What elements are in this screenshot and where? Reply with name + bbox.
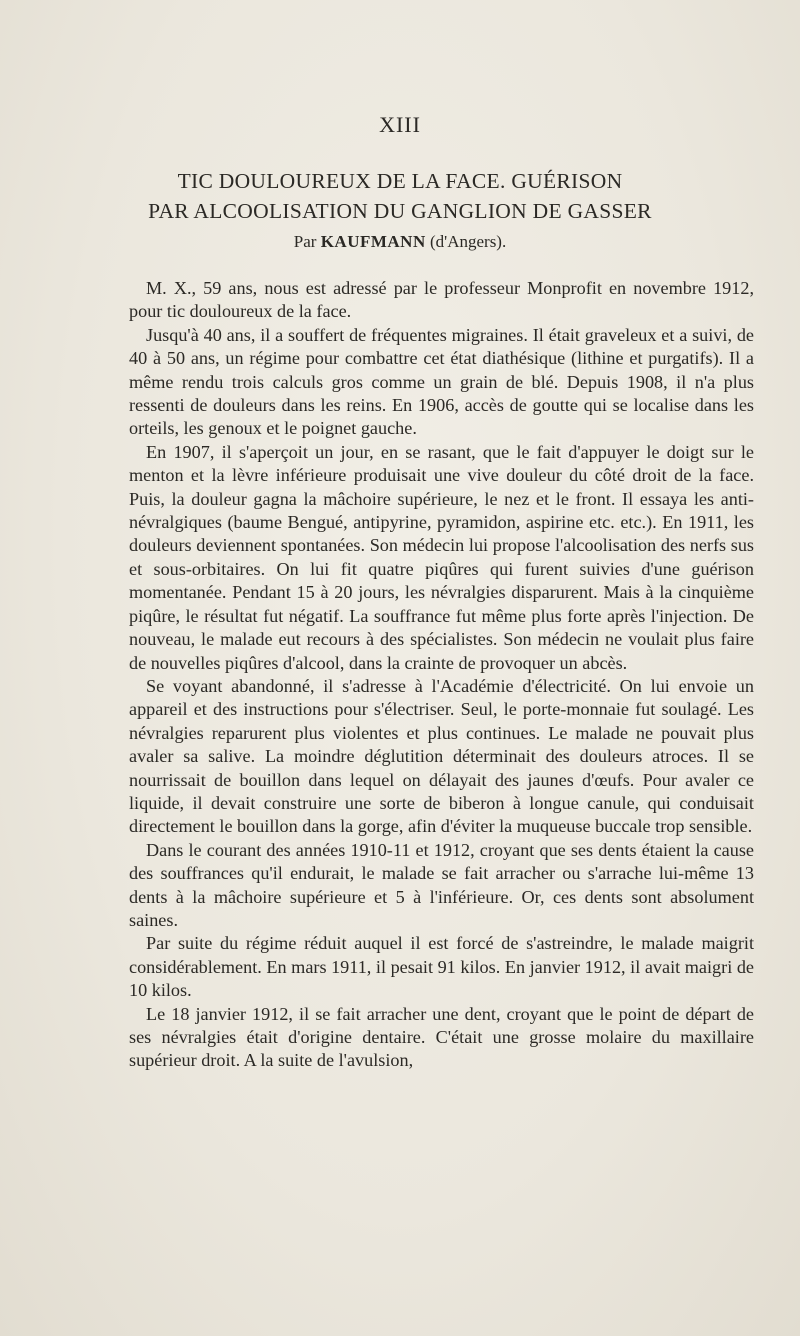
article-title [80,166,720,226]
author-line [0,232,800,252]
paragraph: Dans le courant des années 1910-11 et 1912, croyant que ses dents étaient la cause des souffrances qu'il endurait, le malade se fait arracher ou s'arrache lui-même 13 dents à la mâchoire supérieure et 5 à l'inférieure. Or, ces dents sont absolument saines. [129,839,754,930]
paragraph: Se voyant abandonné, il s'adresse à l'Académie d'électricité. On lui envoie un appareil et des instructions pour s'électriser. Seul, le porte-monnaie fut soulagé. Les névralgies reparurent plus violentes et plus continues. Le malade ne pouvait plus avaler sa salive. La moindre déglutition déterminait des douleurs atroces. Il se nourrissait de bouillon dans lequel on délayait des jaunes d'œufs. Pour avaler ce liquide, il devait construire une sorte de biberon à longue canule, qui conduisait directement le bouillon dans la gorge, afin d'éviter la muqueuse buccale trop sensible. [129,675,754,837]
title-line-1: TIC DOULOUREUX DE LA FACE. GUÉRISON [177,169,623,193]
author-place: (d'Angers). [429,232,507,251]
paragraph: Le 18 janvier 1912, il se fait arracher une dent, croyant que le point de départ de ses névralgies était d'origine dentaire. C'était une grosse molaire du maxillaire supérieur droit. A la suite de l'avulsion, [129,1003,754,1071]
paragraph: Jusqu'à 40 ans, il a souffert de fréquentes migraines. Il était graveleux et a suivi, de 40 à 50 ans, un régime pour combattre cet état diathésique (lithine et purgatifs). Il a même rendu trois calculs gros comme un grain de blé. Depuis 1908, il n'a plus ressenti de douleurs dans les reins. En 1906, accès de goutte qui se localise dans les orteils, les genoux et le poignet gauche. [129,324,754,439]
paragraph: M. X., 59 ans, nous est adressé par le professeur Monprofit en novembre 1912, pour tic douloureux de la face. [129,278,754,322]
author-name: KAUFMANN [320,232,426,251]
paragraph: Par suite du régime réduit auquel il est forcé de s'astreindre, le malade maigrit considérablement. En mars 1911, il pesait 91 kilos. En janvier 1912, il avait maigri de 10 kilos. [129,933,754,1001]
chapter-number: XIII [379,112,421,137]
author-prefix: Par [293,232,317,251]
article-body [129,277,754,1073]
paragraph: En 1907, il s'aperçoit un jour, en se rasant, que le fait d'appuyer le doigt sur le menton et la lèvre inférieure produisait une vive douleur du côté droit de la face. Puis, la douleur gagna la mâchoire supérieure, le nez et le front. Il essaya les anti-névralgiques (baume Bengué, antipyrine, pyramidon, aspirine etc. etc.). En 1911, les douleurs deviennent spontanées. Son médecin lui propose l'alcoolisation des nerfs sus et sous-orbitaires. On lui fit quatre piqûres qui furent suivies d'une guérison momentanée. Pendant 15 à 20 jours, les névralgies disparurent. Mais à la cinquième piqûre, le résultat fut négatif. La souffrance fut même plus forte après l'injection. De nouveau, le malade eut recours à des spécialistes. Son médecin ne voulait plus faire de nouvelles piqûres d'alcool, dans la crainte de provoquer un abcès. [129,441,754,673]
title-line-2: PAR ALCOOLISATION DU GANGLION DE GASSER [148,199,652,223]
